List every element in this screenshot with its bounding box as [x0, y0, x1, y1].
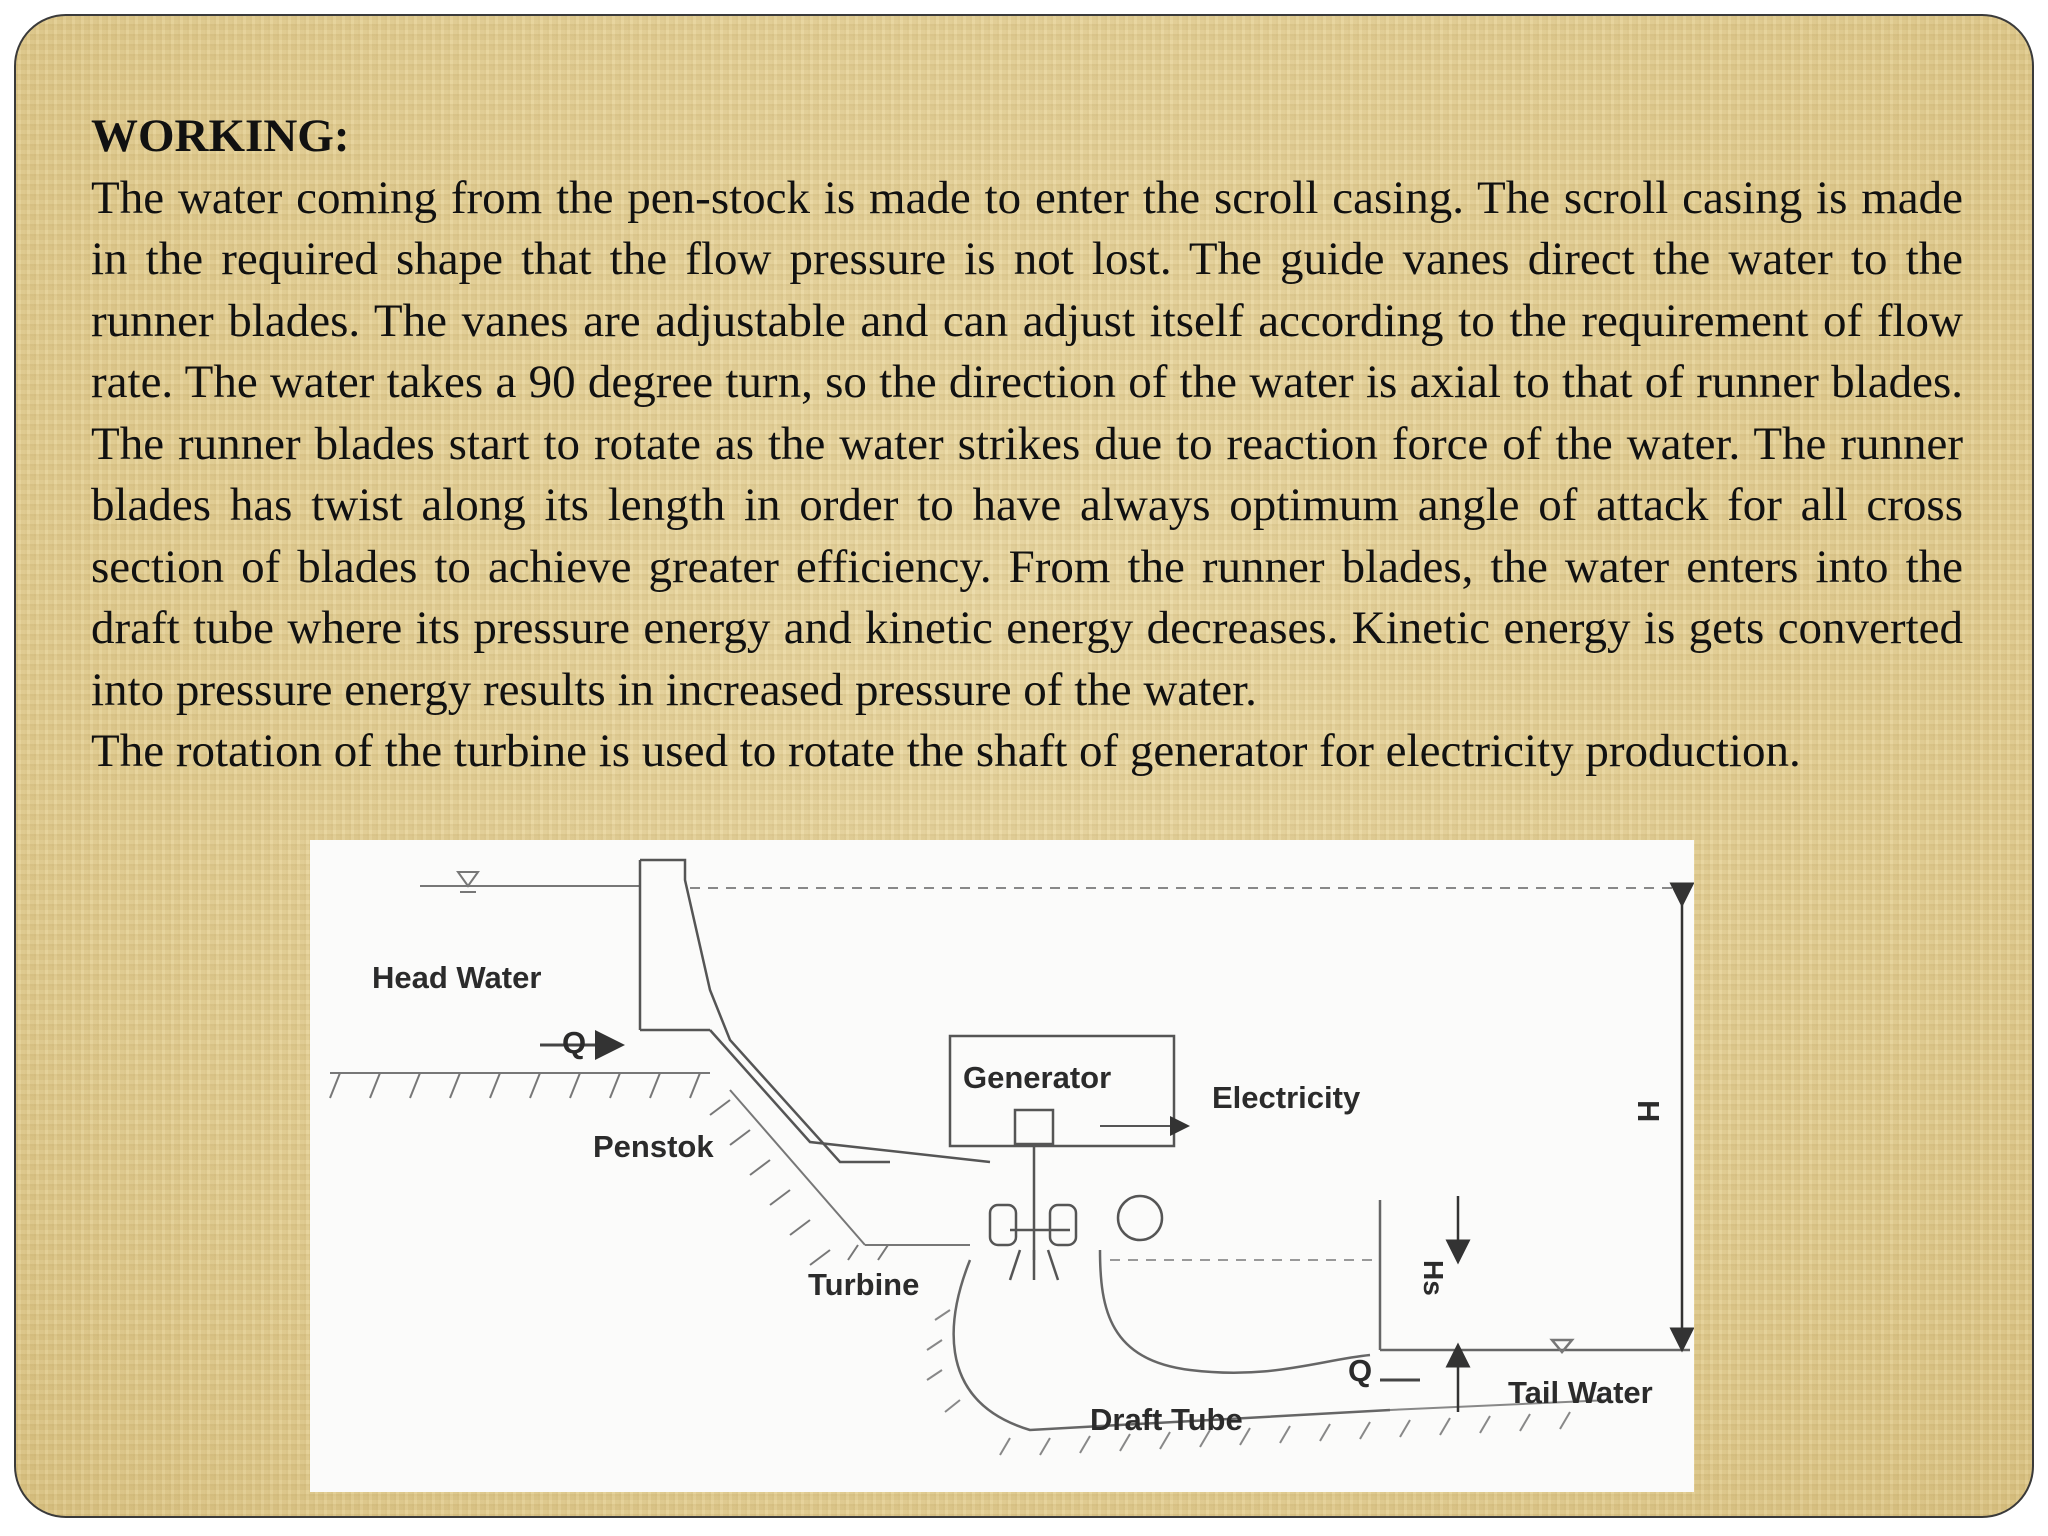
label-draft-tube: Draft Tube	[1090, 1402, 1243, 1437]
head-water-surface	[420, 872, 640, 892]
rotation-paragraph: The rotation of the turbine is used to rotate the shaft of generator for electricity production.	[91, 725, 1801, 777]
label-head: H	[1631, 1100, 1666, 1123]
label-turbine: Turbine	[808, 1267, 920, 1302]
label-q-outlet: Q	[1348, 1353, 1373, 1388]
label-penstock: Penstok	[593, 1129, 714, 1164]
slide-heading: WORKING:	[91, 110, 350, 162]
label-head-water: Head Water	[372, 960, 542, 995]
label-q-inlet: Q	[562, 1025, 587, 1060]
diagram-svg	[310, 840, 1694, 1492]
hydro-turbine-diagram	[310, 840, 1694, 1492]
working-paragraph: The water coming from the pen-stock is made to enter the scroll casing. The scroll casing is made in the required shape that the flow pressure is not lost. The guide vanes direct the water to the runner blades. The vanes are adjustable and can adjust itself according to the requirement of flow rate. The water takes a 90 degree turn, so the direction of the water is axial to that of runner blades. The runner blades start to rotate as the water strikes due to reaction force of the water. The runner blades has twist along its length in order to have always optimum angle of attack for all cross section of blades to achieve greater efficiency. From the runner blades, the water enters into the draft tube where its pressure energy and kinetic energy decreases. Kinetic energy is gets converted into pressure energy results in increased pressure of the water.	[91, 171, 1963, 716]
dam-structure	[640, 860, 990, 1162]
label-tail-water: Tail Water	[1508, 1375, 1653, 1410]
label-suction-head: Hs	[1418, 1260, 1449, 1296]
slide-text	[91, 106, 1963, 783]
label-generator: Generator	[963, 1060, 1112, 1095]
label-electricity: Electricity	[1212, 1080, 1361, 1115]
ground-hatching-upstream	[330, 1073, 970, 1265]
turbine-runner	[990, 1196, 1162, 1280]
